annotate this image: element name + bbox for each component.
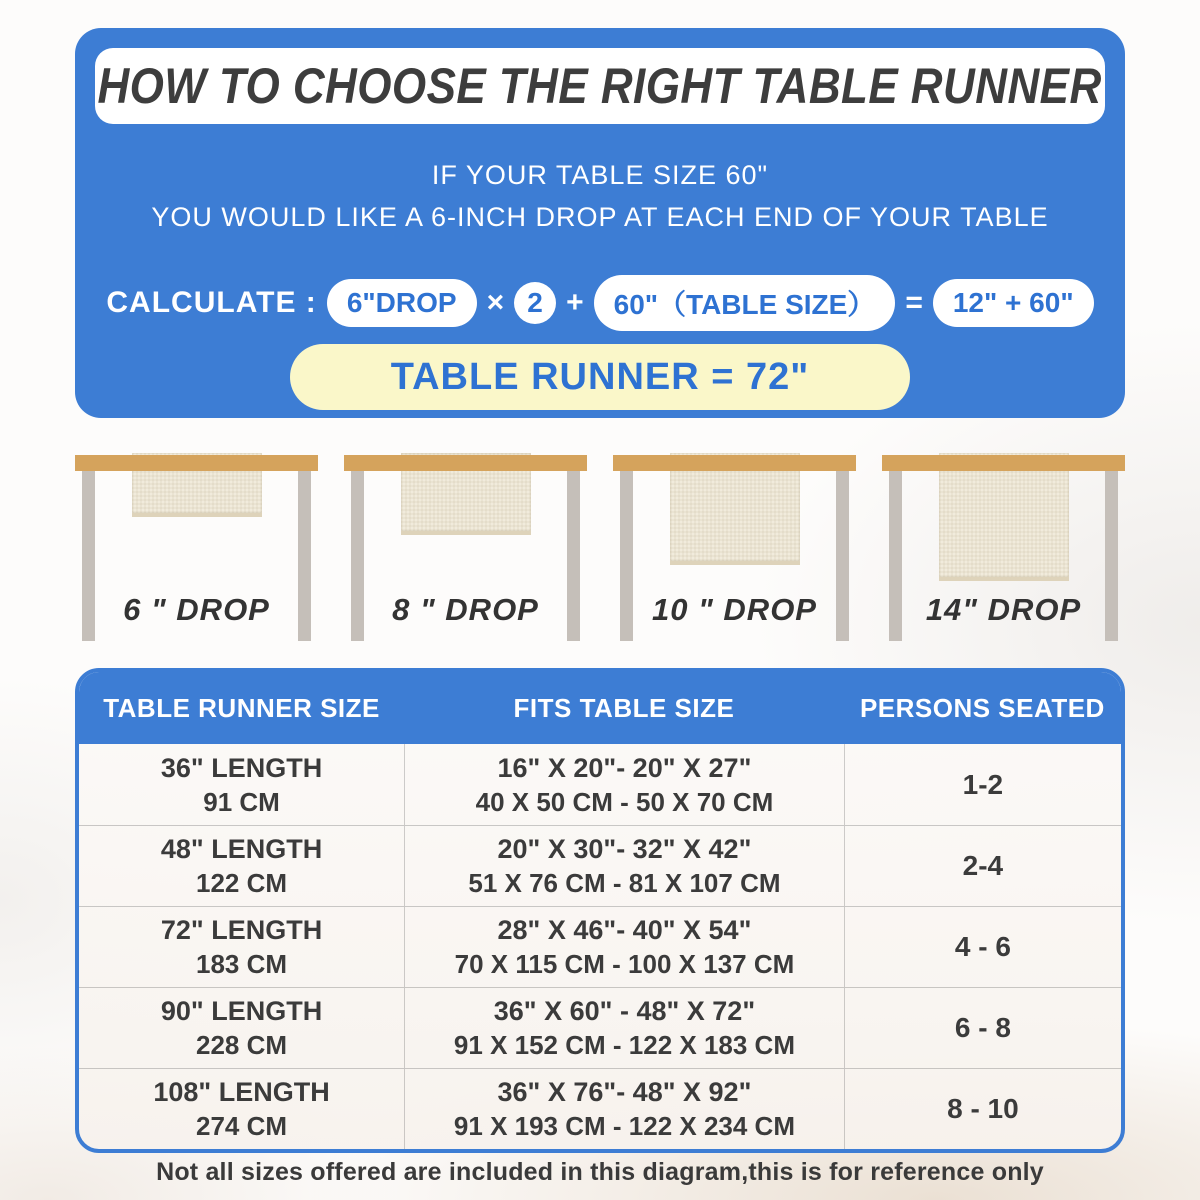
persons-cell: 1-2 [844, 744, 1121, 825]
table-runner-result: TABLE RUNNER = 72" [390, 355, 810, 398]
header-card [75, 28, 1125, 418]
drop-diagrams [75, 452, 1125, 652]
multiply-symbol: × [486, 286, 505, 319]
size-chart [75, 668, 1125, 1153]
runner-length-in: 72" LENGTH [160, 915, 323, 945]
fits-size-cell [404, 907, 844, 987]
persons-cell: 4 - 6 [844, 907, 1121, 987]
column-header-fits-table-size: FITS TABLE SIZE [513, 692, 735, 723]
fits-size-cm: 91 X 152 CM - 122 X 183 CM [453, 1030, 795, 1060]
runner-length-cm: 122 CM [196, 868, 288, 898]
fits-size-cell [404, 826, 844, 906]
subtitle-line-2: YOU WOULD LIKE A 6-INCH DROP AT EACH END OF YOUR TABLE [151, 202, 1049, 232]
fits-size-cell [404, 1069, 844, 1149]
table-row [79, 825, 1121, 906]
table-row [79, 744, 1121, 825]
fits-size-in: 20" X 30"- 32" X 42" [497, 834, 752, 864]
page-title: HOW TO CHOOSE THE RIGHT TABLE RUNNER [97, 58, 1103, 114]
drop-diagram-14 [882, 452, 1125, 652]
fits-size-cell [404, 988, 844, 1068]
table-runner-result-pill [290, 344, 910, 410]
runner-size-cell [79, 826, 404, 906]
runner-length-in: 90" LENGTH [160, 996, 323, 1026]
runner-size-cell [79, 1069, 404, 1149]
calculate-label: CALCULATE : [106, 286, 317, 319]
title-banner [95, 48, 1105, 124]
drop-label: 8 " DROP [392, 592, 539, 627]
fits-size-cm: 40 X 50 CM - 50 X 70 CM [475, 786, 774, 817]
table-row [79, 987, 1121, 1068]
fits-size-cm: 70 X 115 CM - 100 X 137 CM [454, 949, 795, 979]
result-pill: 12" + 60" [933, 279, 1094, 327]
tabletop [882, 455, 1125, 471]
runner-size-cell [79, 907, 404, 987]
tabletop [75, 455, 318, 471]
fits-size-in: 28" X 46"- 40" X 54" [497, 915, 752, 945]
reference-note: Not all sizes offered are included in this diagram,this is for reference only [156, 1158, 1044, 1186]
column-header-persons-seated: PERSONS SEATED [859, 692, 1105, 723]
tabletop [344, 455, 587, 471]
runner-length-cm: 228 CM [196, 1030, 288, 1060]
drop-label: 14" DROP [925, 592, 1082, 627]
table-row [79, 906, 1121, 987]
drop-label: 10 " DROP [652, 592, 817, 627]
table-size-pill: 60"（TABLE SIZE） [594, 275, 896, 331]
size-chart-header [79, 672, 1121, 744]
persons-cell: 8 - 10 [844, 1069, 1121, 1149]
equals-symbol: = [905, 286, 923, 319]
drop-label: 6 " DROP [123, 592, 270, 627]
runner-length-in: 48" LENGTH [160, 834, 323, 864]
persons-cell: 2-4 [844, 826, 1121, 906]
runner-length-in: 36" LENGTH [160, 752, 323, 783]
fits-size-in: 16" X 20"- 20" X 27" [497, 752, 752, 783]
fits-size-cell [404, 744, 844, 825]
drop-pill: 6"DROP [327, 279, 477, 327]
multiplier-badge: 2 [514, 282, 556, 324]
fits-size-cm: 51 X 76 CM - 81 X 107 CM [468, 868, 781, 898]
table-runner-cloth [939, 453, 1069, 581]
subtitle [75, 154, 1125, 238]
fits-size-in: 36" X 76"- 48" X 92" [497, 1077, 752, 1107]
runner-length-cm: 91 CM [203, 786, 280, 817]
tabletop [613, 455, 856, 471]
fits-size-in: 36" X 60" - 48" X 72" [493, 996, 756, 1026]
runner-size-cell [79, 988, 404, 1068]
drop-diagram-6 [75, 452, 318, 652]
table-row [79, 1068, 1121, 1149]
persons-cell: 6 - 8 [844, 988, 1121, 1068]
fits-size-cm: 91 X 193 CM - 122 X 234 CM [453, 1111, 795, 1141]
plus-symbol: + [566, 286, 584, 319]
column-header-runner-size: TABLE RUNNER SIZE [103, 692, 380, 723]
runner-length-in: 108" LENGTH [153, 1077, 330, 1107]
runner-length-cm: 183 CM [196, 949, 288, 979]
drop-diagram-8 [344, 452, 587, 652]
runner-length-cm: 274 CM [196, 1111, 288, 1141]
subtitle-line-1: IF YOUR TABLE SIZE 60" [431, 160, 769, 190]
drop-diagram-10 [613, 452, 856, 652]
calculation-row [75, 275, 1125, 331]
runner-size-cell [79, 744, 404, 825]
